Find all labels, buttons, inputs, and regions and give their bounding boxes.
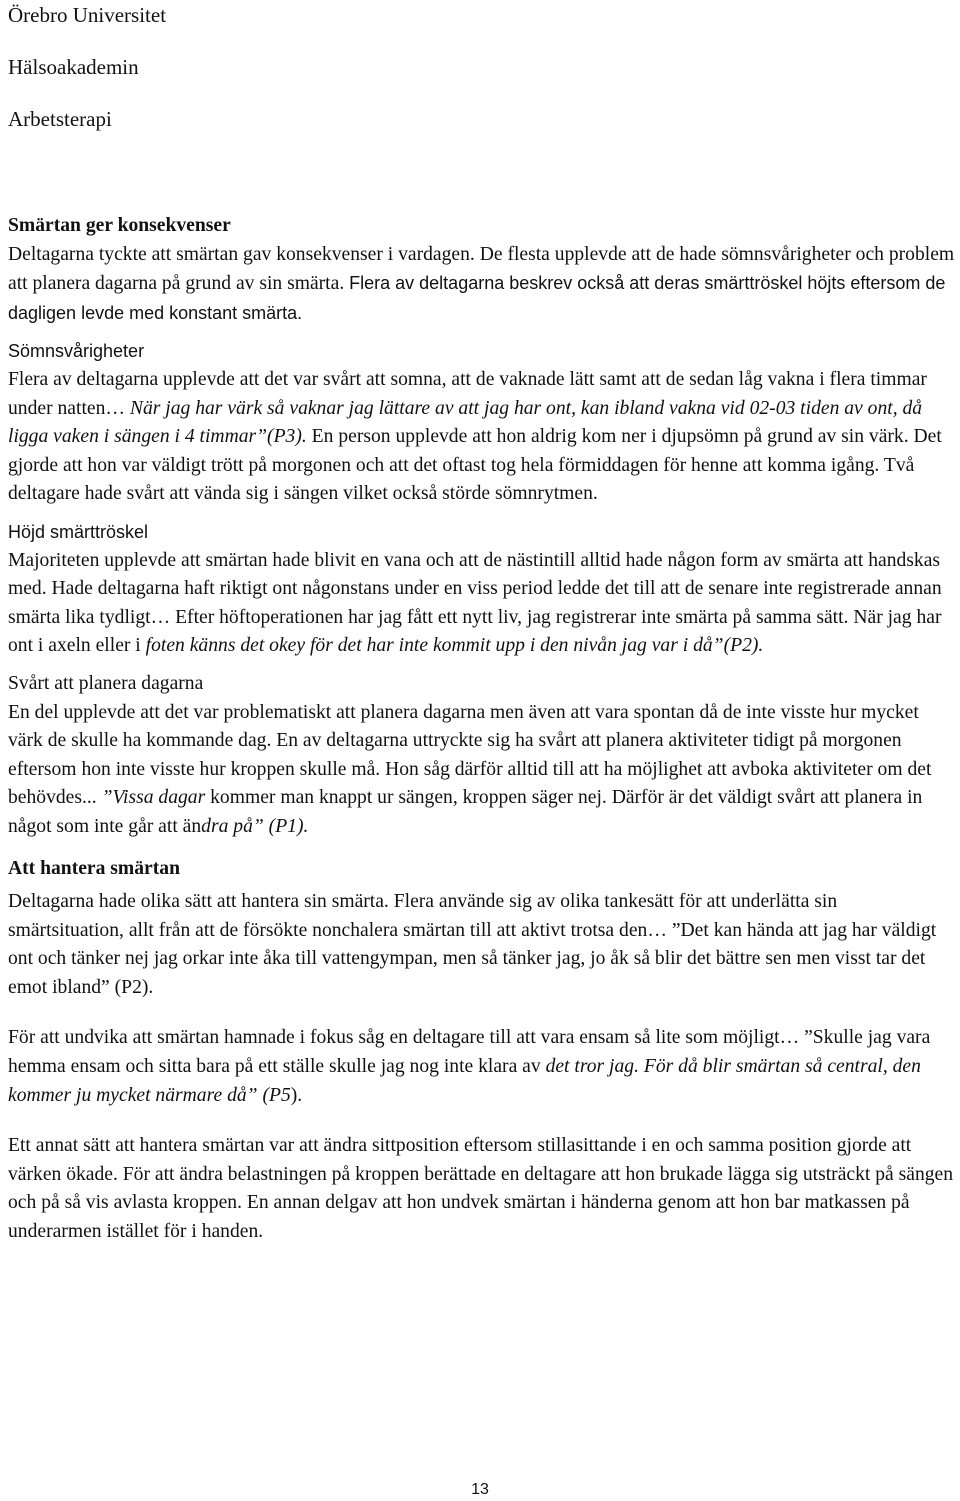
subheading-planning: Svårt att planera dagarna <box>8 672 204 694</box>
subheading-threshold: Höjd smärttröskel <box>8 521 149 542</box>
handling-paragraph-2 <box>8 1024 956 1110</box>
consequences-paragraph <box>8 241 956 329</box>
page-number: 13 <box>471 1481 489 1498</box>
planning-paragraph <box>8 699 956 842</box>
sleep-quote: När jag har värk så vaknar jag lättare av att jag har ont, kan ibland vakna vid 02-03 tiden av ont, då ligga vaken i sängen i 4 timmar”(P3). <box>8 397 923 448</box>
sleep-text-2: En person upplevde att hon aldrig kom ner i djupsömn på grund av sin värk. Det gjorde att hon var väldigt trött på morgonen och att det oftast tog hela förmiddagen för henne att komma igång. Två deltagare hade svårt att vända sig i sängen vilket också störde sömnrytmen. <box>8 426 942 505</box>
handling-paragraph-1: Deltagarna hade olika sätt att hantera sin smärta. Flera använde sig av olika tankesätt för att underlätta sin smärtsituation, allt från att de försökte nonchalera smärtan till att aktivt trotsa den… ”Det kan hända att jag har väldigt ont och tänker nej jag orkar inte åka till vattengympan, men så tänker jag, jo åk så blir det bättre sen men visst tar det emot ibland” (P2). <box>8 891 937 998</box>
planning-quote-1: ”Vissa dagar <box>101 787 206 809</box>
planning-quote-2: kommer man knappt ur sängen, kroppen säger nej. Därför är det väldigt svårt att planera in något som inte går att än <box>8 787 923 837</box>
section-heading-handling: Att hantera smärtan <box>8 858 180 880</box>
section-heading-consequences: Smärtan ger konsekvenser <box>8 215 231 236</box>
planning-quote-3: dra på” (P1). <box>201 815 309 837</box>
university-name: Örebro Universitet <box>8 3 167 27</box>
consequences-intro-text: Deltagarna tyckte att smärtan gav konsekvenser i vardagen. De flesta upplevde att de hade sömnsvårigheter och problem att planera dagarna på grund av sin smärta. <box>8 243 955 295</box>
program-name: Arbetsterapi <box>8 107 112 131</box>
threshold-text-1: Majoriteten upplevde att smärtan hade blivit en vana och att de nästintill alltid hade någon form av smärta att handskas med. Hade deltagarna haft riktigt ont någonstans under en viss period ledde det till att de senare inte registrerade annan smärta lika tydligt… <box>8 549 942 628</box>
planning-text-1: En del upplevde att det var problematiskt att planera dagarna men även att vara spontan då de inte visste hur mycket värk de skulle ha kommande dag. En av deltagarna uttryckte sig ha svårt att planera aktiviteter tidigt på morgonen eftersom hon inte visste hur kroppen skulle må. Hon såg därför alltid till att ha möjlighet att avboka aktiviteter om det behövdes... <box>8 701 932 809</box>
handling-p2-quote: det tror jag. För då blir smärtan så central, den kommer ju mycket närmare då” (P5 <box>8 1056 921 1106</box>
handling-paragraph-3: Ett annat sätt att hantera smärtan var att ändra sittposition eftersom stillasittande i en och samma position gjorde att värken ökade. För att ändra belastningen på kroppen berättade en deltagare att hon brukade lägga sig utsträckt på sängen och på så vis avlasta kroppen. En annan delgav att hon undvek smärtan i händerna genom att hon bar matkassen på underarmen istället för i handen. <box>8 1135 954 1242</box>
threshold-quote-1: Efter höftoperationen har jag fått ett nytt liv, jag registrerar inte smärta på samma sätt. När jag har ont i axeln eller i <box>8 606 942 657</box>
subheading-sleep: Sömnsvårigheter <box>8 341 145 362</box>
handling-p2-text: För att undvika att smärtan hamnade i fokus såg en deltagare till att vara ensam så lite som möjligt… ”Skulle jag vara hemma ensam och sitta bara på ett ställe skulle jag nog inte klara av <box>8 1027 931 1078</box>
document-body <box>8 212 956 1247</box>
sleep-text-1: Flera av deltagarna upplevde att det var svårt att somna, att de vaknade lätt samt att de sedan låg vakna i flera timmar under natten… <box>8 368 927 419</box>
consequences-intro-sans-text: Flera av deltagarna beskrev också att deras smärttröskel höjts eftersom de dagligen levde med konstant smärta. <box>8 273 946 323</box>
sleep-paragraph <box>8 366 956 509</box>
handling-p2-end: ). <box>290 1084 303 1106</box>
threshold-paragraph <box>8 547 956 661</box>
threshold-quote-2: foten känns det okey för det har inte kommit upp i den nivån jag var i då”(P2). <box>145 635 764 657</box>
academy-name: Hälsoakademin <box>8 55 139 79</box>
